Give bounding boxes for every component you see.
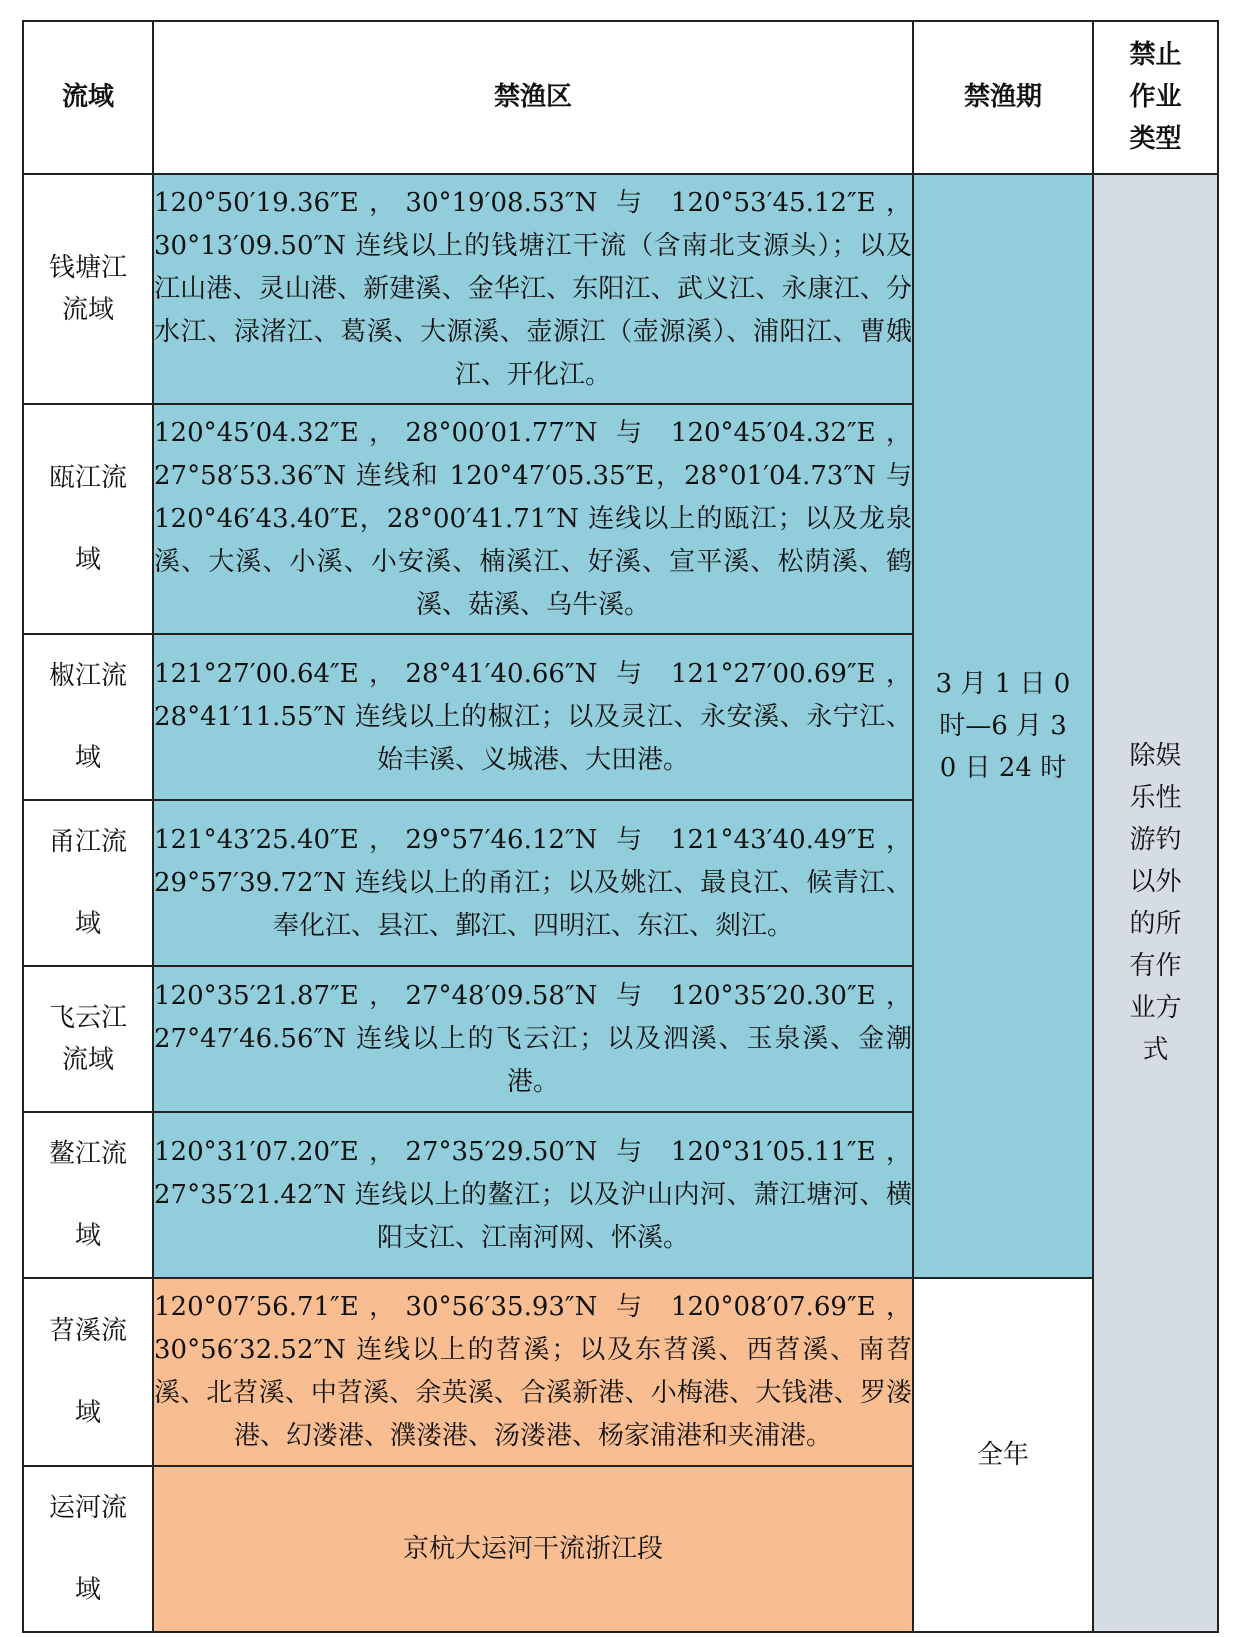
zone-cell: 121°43′25.40″E，29°57′46.12″N 与 121°43′40.49″E，29°57′39.72″N 连线以上的甬江；以及姚江、最良江、候青江、奉化江、县江、鄞江、四明江、东江、剡江。 — [153, 800, 913, 966]
basin-cell: 苕溪流域 — [23, 1278, 153, 1466]
table-header-row — [23, 21, 1218, 174]
header-basin: 流域 — [23, 21, 153, 174]
header-period: 禁渔期 — [913, 21, 1093, 174]
fishing-ban-table — [22, 20, 1219, 1633]
period-cell-spring: 3 月 1 日 0 时—6 月 30 日 24 时 — [913, 174, 1093, 1278]
zone-cell: 120°35′21.87″E，27°48′09.58″N 与 120°35′20.30″E，27°47′46.56″N 连线以上的飞云江；以及泗溪、玉泉溪、金潮港。 — [153, 966, 913, 1112]
zone-cell: 京杭大运河干流浙江段 — [153, 1466, 913, 1632]
zone-cell: 120°50′19.36″E，30°19′08.53″N 与 120°53′45.12″E，30°13′09.50″N 连线以上的钱塘江干流（含南北支源头）；以及江山港、灵山港、新建溪、金华江、东阳江、武义江、永康江、分水江、渌渚江、葛溪、大源溪、壶源江（壶源溪）、浦阳江、曹娥江、开化江。 — [153, 174, 913, 404]
prohibited-type-cell: 除娱乐性游钓以外的所有作业方式 — [1093, 174, 1218, 1632]
basin-cell: 钱塘江流域 — [23, 174, 153, 404]
zone-cell: 120°45′04.32″E，28°00′01.77″N 与 120°45′04.32″E，27°58′53.36″N 连线和 120°47′05.35″E，28°01′04.73″N 与 120°46′43.40″E，28°00′41.71″N 连线以上的瓯江；以及龙泉溪、大溪、小溪、小安溪、楠溪江、好溪、宣平溪、松荫溪、鹤溪、菇溪、乌牛溪。 — [153, 404, 913, 634]
basin-cell: 鳌江流域 — [23, 1112, 153, 1278]
table-row — [23, 174, 1218, 404]
basin-cell: 甬江流域 — [23, 800, 153, 966]
table-row — [23, 1278, 1218, 1466]
basin-cell: 飞云江流域 — [23, 966, 153, 1112]
zone-cell: 120°07′56.71″E，30°56′35.93″N 与 120°08′07.69″E，30°56′32.52″N 连线以上的苕溪；以及东苕溪、西苕溪、南苕溪、北苕溪、中苕溪、余英溪、合溪新港、小梅港、大钱港、罗溇港、幻溇港、濮溇港、汤溇港、杨家浦港和夹浦港。 — [153, 1278, 913, 1466]
zone-cell: 120°31′07.20″E，27°35′29.50″N 与 120°31′05.11″E，27°35′21.42″N 连线以上的鳌江；以及沪山内河、萧江塘河、横阳支江、江南河网、怀溪。 — [153, 1112, 913, 1278]
zone-cell: 121°27′00.64″E，28°41′40.66″N 与 121°27′00.69″E，28°41′11.55″N 连线以上的椒江；以及灵江、永安溪、永宁江、始丰溪、义城港、大田港。 — [153, 634, 913, 800]
basin-cell: 运河流域 — [23, 1466, 153, 1632]
basin-cell: 椒江流域 — [23, 634, 153, 800]
basin-cell: 瓯江流域 — [23, 404, 153, 634]
header-type: 禁止作业类型 — [1093, 21, 1218, 174]
period-cell-year: 全年 — [913, 1278, 1093, 1632]
header-zone: 禁渔区 — [153, 21, 913, 174]
